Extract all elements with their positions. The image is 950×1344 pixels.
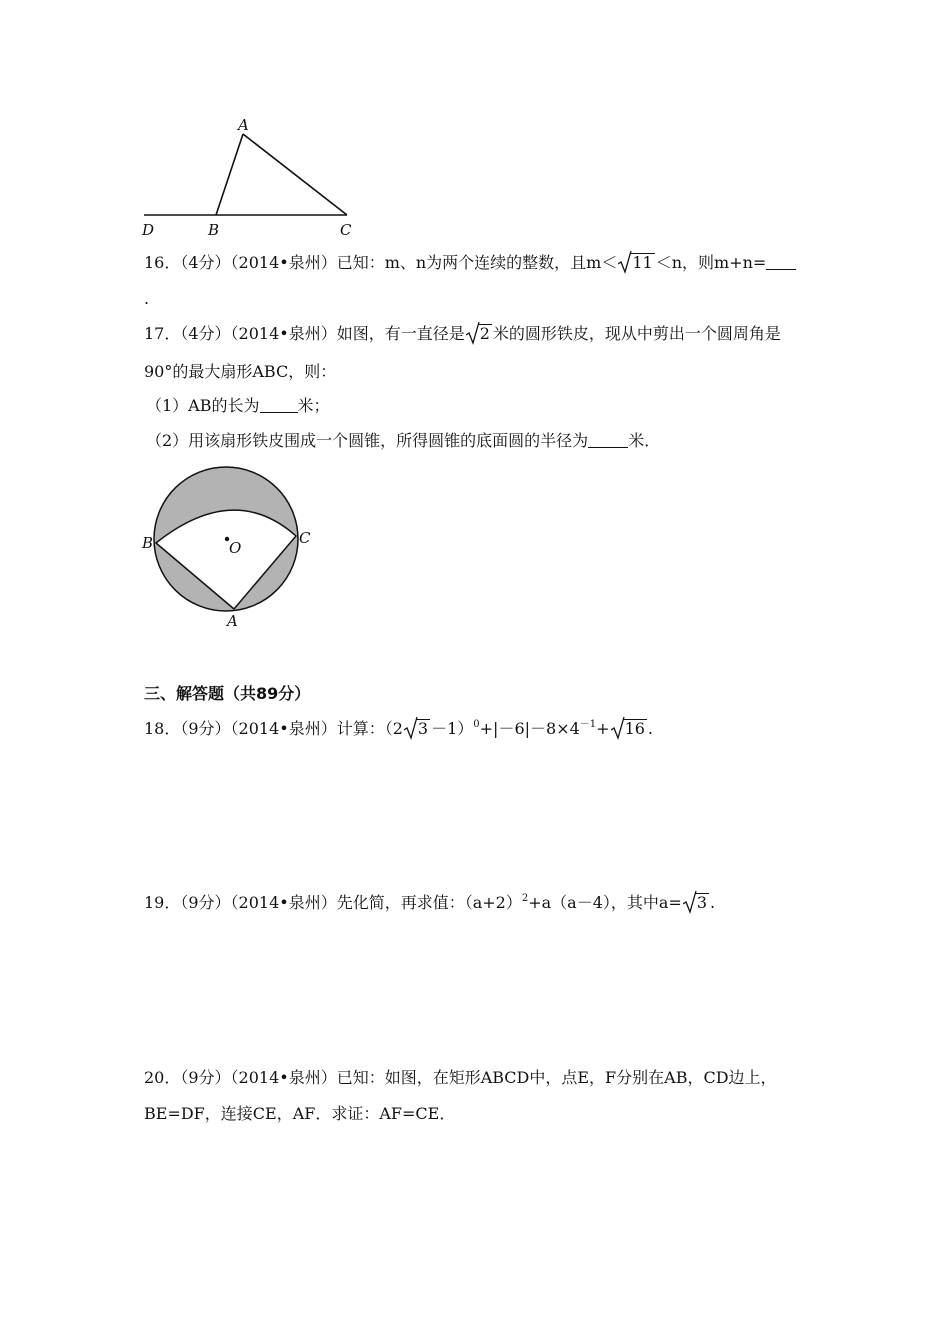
circle-sector-figure bbox=[138, 464, 328, 634]
section-title: 三、解答题（共89分） bbox=[144, 684, 311, 703]
label-b: B bbox=[208, 221, 220, 239]
q19-prefix: 19．（9分）（2014•泉州）先化简，再求值：（a+2） bbox=[144, 893, 522, 912]
question-17-line-2: 90°的最大扇形ABC，则： bbox=[144, 362, 337, 381]
q19-exponent: 2 bbox=[521, 893, 529, 904]
segment-ac bbox=[243, 134, 347, 215]
question-20-line-2: BE=DF，连接CE，AF．求证：AF=CE． bbox=[144, 1104, 456, 1123]
q17-suffix: 米的圆形铁皮，现从中剪出一个圆周角是 bbox=[492, 324, 781, 343]
q19-end: . bbox=[710, 893, 716, 912]
q18-mid-3: + bbox=[596, 719, 610, 738]
q16-suffix: ＜n，则m+n= bbox=[655, 253, 767, 272]
answer-blank[interactable] bbox=[766, 253, 796, 270]
question-18 bbox=[144, 718, 653, 743]
question-17-part-2 bbox=[146, 430, 660, 452]
q17-part2-suffix: 米． bbox=[628, 431, 661, 450]
q18-mid-2: +|－6|－8×4 bbox=[479, 719, 580, 738]
sqrt-symbol bbox=[611, 718, 647, 740]
q18-radicand-2: 16 bbox=[624, 719, 645, 738]
label-b: B bbox=[142, 534, 154, 552]
question-20-line-1: 20．（9分）（2014•泉州）已知：如图，在矩形ABCD中，点E，F分别在AB，CD边上， bbox=[144, 1068, 777, 1087]
q17-radicand: 2 bbox=[479, 324, 490, 343]
q16-prefix: 16．（4分）（2014•泉州）已知：m、n为两个连续的整数，且m＜ bbox=[144, 253, 618, 272]
sqrt-symbol bbox=[404, 718, 430, 740]
label-a: A bbox=[227, 612, 238, 630]
answer-blank[interactable] bbox=[260, 396, 298, 413]
q19-radicand: 3 bbox=[696, 893, 708, 912]
q18-end: . bbox=[647, 719, 654, 738]
label-c: C bbox=[340, 221, 352, 239]
triangle-figure bbox=[138, 112, 368, 240]
label-c: C bbox=[299, 529, 311, 547]
segment-ab bbox=[216, 134, 243, 215]
label-a: A bbox=[238, 116, 249, 134]
q18-radicand-1: 3 bbox=[417, 719, 429, 738]
q17-prefix: 17．（4分）（2014•泉州）如图，有一直径是 bbox=[144, 324, 465, 343]
sqrt-symbol bbox=[466, 323, 492, 345]
question-16 bbox=[144, 252, 796, 274]
answer-blank[interactable] bbox=[588, 431, 628, 448]
label-o: O bbox=[229, 539, 242, 557]
question-17-part-1 bbox=[146, 395, 330, 417]
label-d: D bbox=[142, 221, 155, 239]
q17-part1-suffix: 米； bbox=[297, 396, 330, 415]
q16-end: . bbox=[144, 289, 150, 308]
q18-exponent-0: 0 bbox=[473, 719, 480, 730]
q16-radicand: 11 bbox=[632, 253, 653, 272]
sqrt-symbol bbox=[618, 252, 654, 274]
question-17-line-1 bbox=[144, 323, 781, 345]
q18-mid-1: －1） bbox=[431, 719, 474, 738]
sqrt-symbol bbox=[683, 892, 709, 914]
q18-prefix: 18．（9分）（2014•泉州）计算：（2 bbox=[144, 719, 403, 738]
q17-part2-prefix: （2）用该扇形铁皮围成一个圆锥，所得圆锥的底面圆的半径为 bbox=[146, 431, 589, 450]
q19-mid: +a（a－4），其中a= bbox=[528, 893, 682, 912]
q17-part1-prefix: （1）AB的长为 bbox=[146, 396, 260, 415]
question-19 bbox=[144, 892, 715, 917]
q18-exponent-1: －1 bbox=[579, 719, 597, 730]
